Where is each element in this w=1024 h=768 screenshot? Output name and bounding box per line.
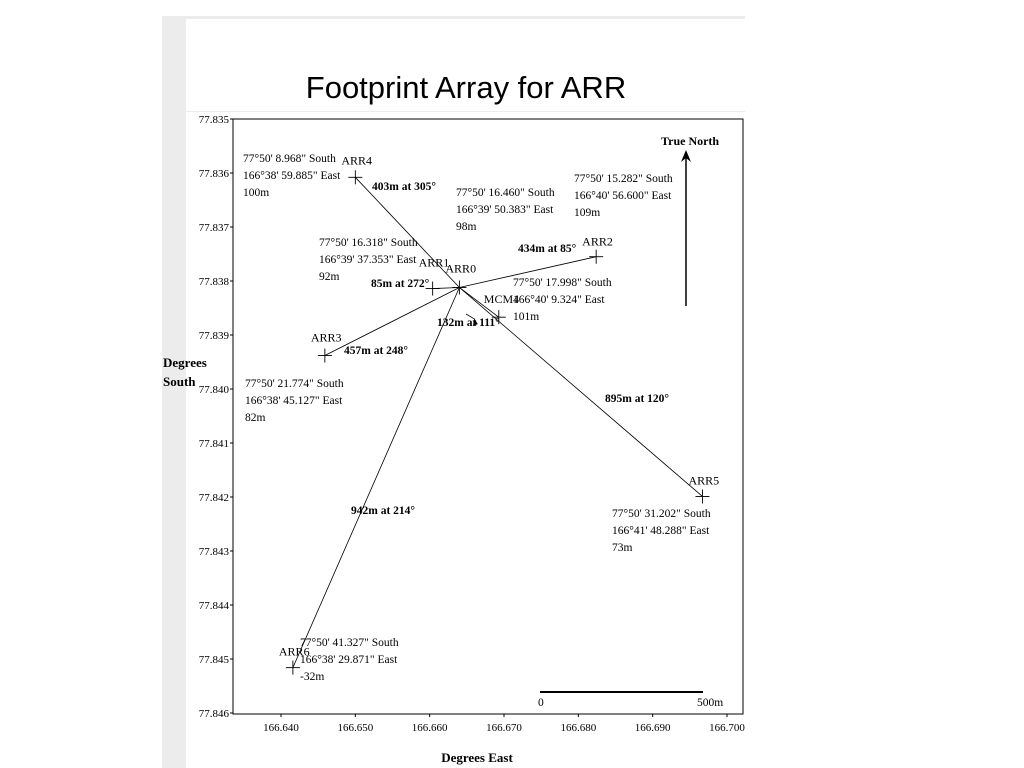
station-coordinate-text: 77°50' 16.318" South bbox=[319, 237, 418, 249]
station-coordinate-text: 166°38' 59.885" East bbox=[243, 170, 341, 182]
y-tick-label: 77.842 bbox=[198, 492, 229, 504]
x-tick-label: 166.640 bbox=[263, 722, 299, 734]
station-name-label: ARR2 bbox=[582, 234, 613, 249]
x-tick-label: 166.650 bbox=[337, 722, 374, 734]
y-tick-label: 77.841 bbox=[198, 438, 229, 450]
station-coordinate-text: 101m bbox=[513, 311, 540, 323]
station-coordinate-text: 92m bbox=[319, 271, 340, 283]
y-tick-label: 77.835 bbox=[198, 114, 229, 126]
north-arrow-label: True North bbox=[661, 134, 720, 148]
y-tick-label: 77.845 bbox=[198, 654, 229, 666]
x-tick-label: 166.660 bbox=[411, 722, 448, 734]
y-tick-label: 77.836 bbox=[198, 168, 229, 180]
baseline-distance-label: 434m at 85° bbox=[518, 243, 577, 255]
baseline-distance-label: 403m at 305° bbox=[372, 181, 437, 193]
station-coordinate-text: 109m bbox=[574, 207, 601, 219]
station-name-label: MCM4 bbox=[483, 292, 520, 307]
station-coordinate-text: 98m bbox=[456, 221, 477, 233]
y-tick-label: 77.844 bbox=[198, 600, 229, 612]
slide-title: Footprint Array for ARR bbox=[305, 70, 627, 105]
station-coordinate-text: 166°41' 48.288" East bbox=[612, 525, 710, 537]
y-axis-title-line2: South bbox=[163, 374, 196, 389]
station-name-label: ARR5 bbox=[688, 473, 720, 488]
station-coordinate-text: 77°50' 31.202" South bbox=[612, 508, 711, 520]
y-tick-label: 77.839 bbox=[198, 330, 229, 342]
station-coordinate-text: 77°50' 41.327" South bbox=[300, 637, 399, 649]
x-tick-label: 166.700 bbox=[709, 722, 745, 734]
station-name-label: ARR4 bbox=[341, 153, 373, 168]
station-coordinate-text: 166°38' 45.127" East bbox=[245, 395, 343, 407]
station-coordinate-text: 166°38' 29.871" East bbox=[300, 654, 398, 666]
station-coordinate-text: 73m bbox=[612, 542, 633, 554]
baseline-distance-label: 942m at 214° bbox=[351, 505, 416, 517]
station-coordinate-text: 77°50' 15.282" South bbox=[574, 173, 673, 185]
station-coordinate-text: -32m bbox=[300, 671, 325, 683]
baseline-distance-label: 132m at 111° bbox=[437, 317, 500, 329]
scale-bar-start-label: 0 bbox=[538, 697, 544, 709]
x-tick-label: 166.670 bbox=[486, 722, 522, 734]
baseline-distance-label: 85m at 272° bbox=[371, 278, 430, 290]
station-name-label: ARR0 bbox=[445, 261, 477, 276]
y-tick-label: 77.846 bbox=[198, 708, 229, 720]
station-coordinate-text: 77°50' 16.460" South bbox=[456, 187, 555, 199]
y-tick-label: 77.837 bbox=[198, 222, 229, 234]
y-tick-label: 77.843 bbox=[198, 546, 229, 558]
station-coordinate-text: 166°40' 56.600" East bbox=[574, 190, 672, 202]
y-axis-title-line1: Degrees bbox=[163, 355, 207, 370]
baseline-distance-label: 457m at 248° bbox=[344, 345, 409, 357]
baseline-distance-label: 895m at 120° bbox=[605, 393, 670, 405]
station-coordinate-text: 166°39' 50.383" East bbox=[456, 204, 554, 216]
x-tick-label: 166.680 bbox=[560, 722, 597, 734]
scale-bar-end-label: 500m bbox=[697, 697, 724, 709]
station-coordinate-text: 82m bbox=[245, 412, 266, 424]
x-tick-label: 166.690 bbox=[634, 722, 671, 734]
station-name-label: ARR1 bbox=[418, 255, 450, 270]
station-coordinate-text: 100m bbox=[243, 187, 270, 199]
station-coordinate-text: 77°50' 17.998" South bbox=[513, 277, 612, 289]
y-tick-label: 77.838 bbox=[198, 276, 229, 288]
station-name-label: ARR6 bbox=[278, 644, 310, 659]
station-coordinate-text: 166°40' 9.324" East bbox=[513, 294, 605, 306]
station-coordinate-text: 77°50' 8.968" South bbox=[243, 153, 336, 165]
station-name-label: ARR3 bbox=[310, 330, 342, 345]
x-axis-title: Degrees East bbox=[441, 750, 513, 765]
station-coordinate-text: 77°50' 21.774" South bbox=[245, 378, 344, 390]
station-coordinate-text: 166°39' 37.353" East bbox=[319, 254, 417, 266]
y-tick-label: 77.840 bbox=[198, 384, 229, 396]
